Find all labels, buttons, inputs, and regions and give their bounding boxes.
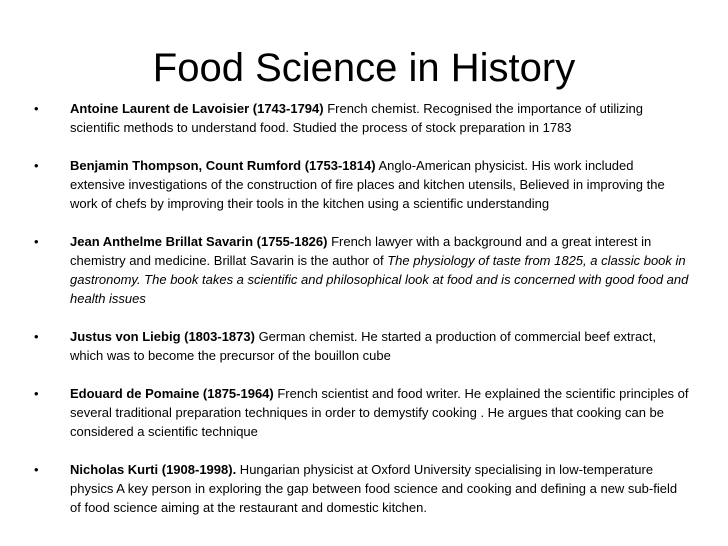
bullet-icon: • [34,101,39,116]
person-name: Edouard de Pomaine (1875-1964) [70,386,274,401]
list-item [0,384,728,441]
person-name: Antoine Laurent de Lavoisier (1743-1794) [70,101,324,116]
person-description: German chemist. He started a production of commercial beef extract, which was to become the precursor of the bouillon cube [70,329,656,363]
bullet-icon: • [34,158,39,173]
bullet-icon: • [34,234,39,249]
person-description: French lawyer with a background and a great interest in chemistry and medicine. Brillat Savarin is the author of [70,234,652,268]
person-name: Justus von Liebig (1803-1873) [70,329,255,344]
list-item [0,327,728,365]
list-item [0,460,728,517]
person-name: Jean Anthelme Brillat Savarin (1755-1826) [70,234,328,249]
bullet-icon: • [34,386,39,401]
slide-title: Food Science in History [152,46,576,90]
list-item [0,99,728,137]
person-name: Nicholas Kurti (1908-1998). [70,462,237,477]
person-description: Hungarian physicist at Oxford University specialising in low-temperature physics A key person in exploring the gap between food science and cooking and defining a new sub-field of food science aiming at the restaurant and domestic kitchen. [70,462,678,515]
list-item [0,232,728,308]
person-name: Benjamin Thompson, Count Rumford (1753-1814) [70,158,376,173]
bullet-icon: • [34,329,39,344]
bullet-icon: • [34,462,39,477]
bullet-list [0,99,728,536]
person-description: French scientist and food writer. He explained the scientific principles of several traditional preparation techniques in order to demystify cooking . He argues that cooking can be considered a scientific technique [70,386,689,439]
person-description: Anglo-American physicist. His work included extensive investigations of the construction of fire places and kitchen utensils, Believed in improving the work of chefs by improving their tools in the kitchen using a scientific understanding [70,158,665,211]
person-description: French chemist. Recognised the importance of utilizing scientific methods to understand food. Studied the process of stock preparation in 1783 [70,101,643,135]
list-item [0,156,728,213]
book-description: The physiology of taste from 1825, a classic book in gastronomy. The book takes a scientific and philosophical look at food and is concerned with good food and health issues [70,253,689,306]
